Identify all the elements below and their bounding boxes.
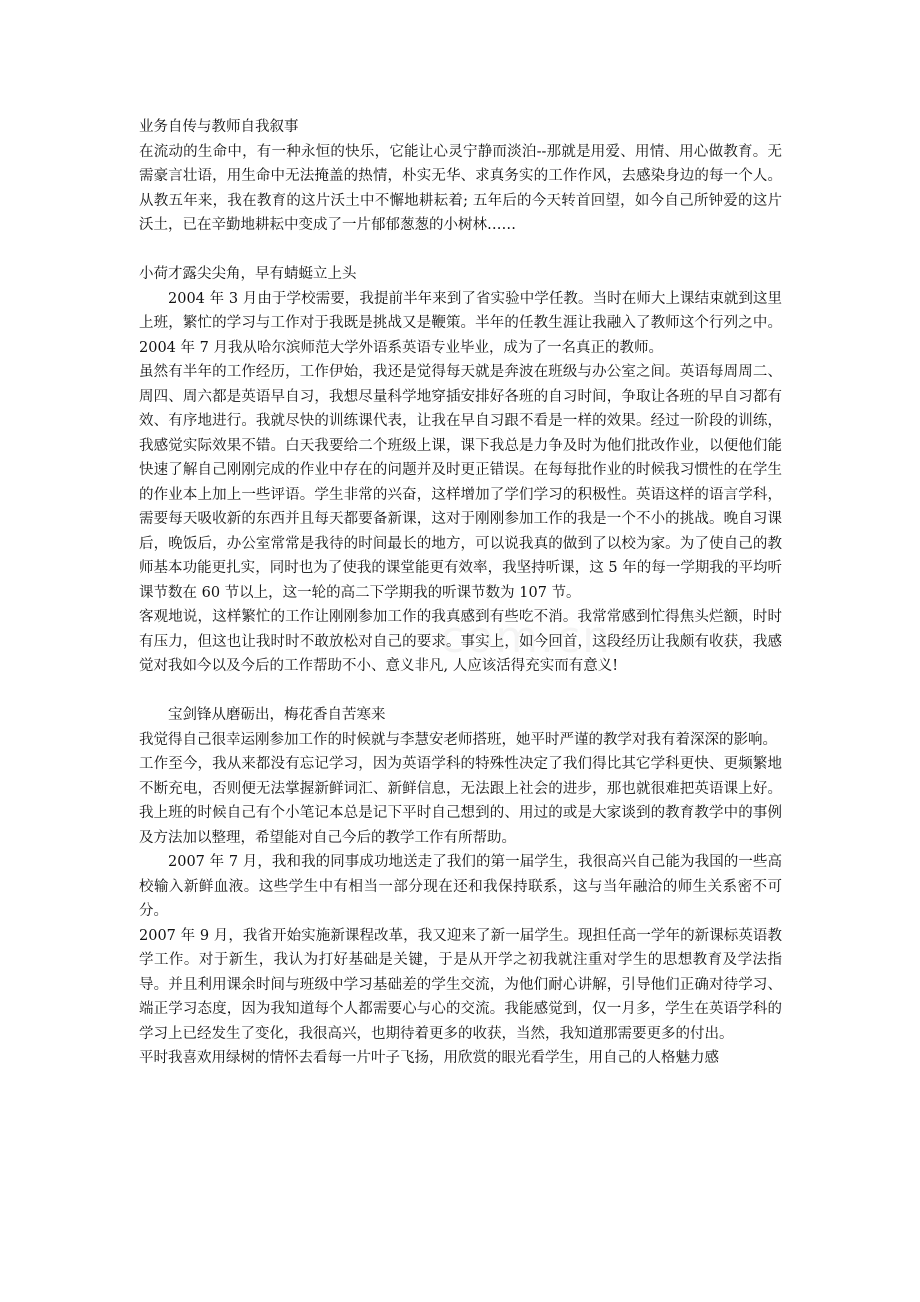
- section-heading-1: 小荷才露尖尖角，早有蜻蜓立上头: [139, 266, 357, 282]
- section-heading-2: 宝剑锋从磨砺出，梅花香自苦寒来: [168, 707, 386, 723]
- body-paragraph: 平时我喜欢用绿树的情怀去看每一片叶子飞扬，用欣赏的眼光看学生，用自己的人格魅力感: [139, 1050, 719, 1066]
- blank-line: [139, 238, 782, 263]
- body-paragraph: 我觉得自己很幸运刚参加工作的时候就与李慧安老师搭班，她平时严谨的教学对我有着深深的影响。: [139, 731, 777, 748]
- intro-paragraph: 在流动的生命中，有一种永恒的快乐，它能让心灵宁静而淡泊--那就是用爱、用情、用心做教育。无需豪言壮语，用生命中无法掩盖的热情，朴实无华、求真务实的工作作风，去感染身边的每一个人。从教五年来，我在教育的这片沃土中不懈地耕耘着; 五年后的今天转首回望，如今自己所钟爱的这片沃土，已在辛勤地耕耘中变成了一片郁郁葱葱的小树林……: [139, 143, 782, 233]
- document-body: [139, 115, 782, 1071]
- body-paragraph: 2004 年 3 月由于学校需要，我提前半年来到了省实验中学任教。当时在师大上课结束就到这里上班，繁忙的学习与工作对于我既是挑战又是鞭策。半年的任教生涯让我融入了教师这个行列之中。2004 年 7 月我从哈尔滨师范大学外语系英语专业毕业，成为了一名真正的教师。: [139, 290, 782, 356]
- body-paragraph: 工作至今，我从来都没有忘记学习，因为英语学科的特殊性决定了我们得比其它学科更快、更频繁地不断充电，否则便无法掌握新鲜词汇、新鲜信息，无法跟上社会的进步，那也就很难把英语课上好。我上班的时候自己有个小笔记本总是记下平时自己想到的、用过的或是大家谈到的教育教学中的事例及方法加以整理，希望能对自己今后的教学工作有所帮助。: [139, 756, 782, 846]
- document-title: 业务自传与教师自我叙事: [139, 119, 299, 135]
- body-paragraph: 虽然有半年的工作经历，工作伊始，我还是觉得每天就是奔波在班级与办公室之间。英语每周周二、周四、周六都是英语早自习，我想尽量科学地穿插安排好各班的自习时间，争取让各班的早自习都有效、有序地进行。我就尽快的训练课代表，让我在早自习跟不看是一样的效果。经过一阶段的训练，我感觉实际效果不错。白天我要给二个班级上课，课下我总是力争及时为他们批改作业，以便他们能快速了解自己刚刚完成的作业中存在的问题并及时更正错误。在每每批作业的时候我习惯性的在学生的作业本上加上一些评语。学生非常的兴奋，这样增加了学们学习的积极性。英语这样的语言学科，需要每天吸收新的东西并且每天都要备新课，这对于刚刚参加工作的我是一个不小的挑战。晚自习课后，晚饭后，办公室常常是我待的时间最长的地方，可以说我真的做到了以校为家。为了使自己的教师基本功能更扎实，同时也为了使我的课堂能更有效率，我坚持听课，这 5 年的每一学期我的平均听课节数在 60 节以上，这一轮的高二下学期我的听课节数为 107 节。: [139, 364, 782, 601]
- blank-line: [139, 679, 782, 704]
- body-paragraph: 客观地说，这样繁忙的工作让刚刚参加工作的我真感到有些吃不消。我常常感到忙得焦头烂额，时时有压力，但这也让我时时不敢放松对自己的要求。事实上，如今回首，这段经历让我颇有收获，我感觉对我如今以及今后的工作帮助不小、意义非凡, 人应该活得充实而有意义!: [139, 609, 782, 674]
- body-paragraph: 2007 年 9 月，我省开始实施新课程改革，我又迎来了新一届学生。现担任高一学年的新课标英语教学工作。对于新生，我认为打好基础是关键，于是从开学之初我就注重对学生的思想教育及学法指导。并且利用课余时间与班级中学习基础差的学生交流，为他们耐心讲解，引导他们正确对待学习、端正学习态度，因为我知道每个人都需要心与心的交流。我能感觉到，仅一月多，学生在英语学科的学习上已经发生了变化，我很高兴，也期待着更多的收获，当然，我知道那需要更多的付出。: [139, 927, 782, 1042]
- body-paragraph: 2007 年 7 月，我和我的同事成功地送走了我们的第一届学生，我很高兴自己能为我国的一些高校输入新鲜血液。这些学生中有相当一部分现在还和我保持联系，这与当年融洽的师生关系密不可分。: [139, 854, 782, 919]
